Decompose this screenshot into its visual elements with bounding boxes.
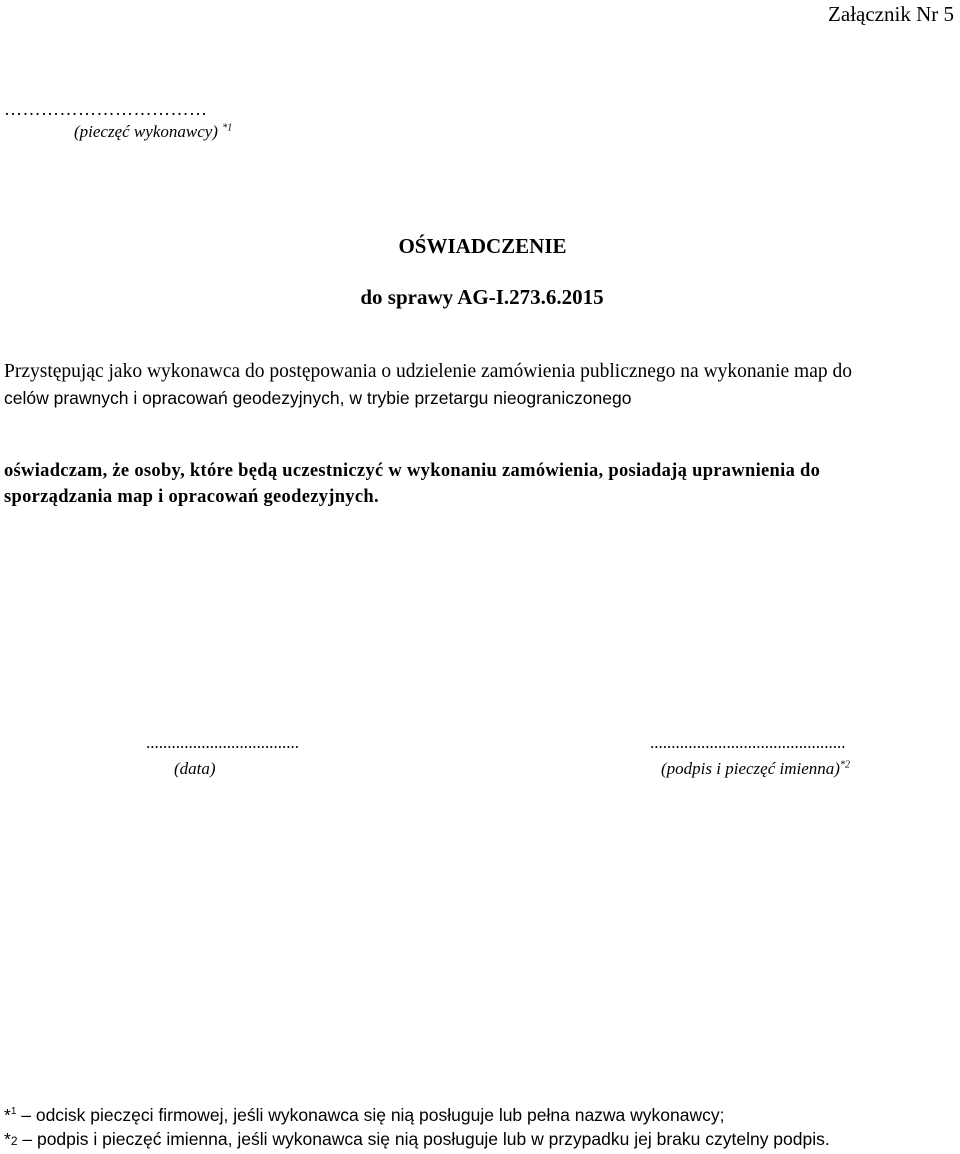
date-placeholder-line: .................................... [146, 733, 299, 752]
signature-footnote-mark: *2 [839, 759, 850, 771]
signature-caption [661, 759, 850, 779]
footnote-1-star: * [4, 1105, 11, 1125]
footnote-1-mark [4, 1105, 16, 1125]
signature-caption-text: (podpis i pieczęć imienna) [661, 759, 840, 778]
annex-number: Załącznik Nr 5 [828, 2, 954, 26]
footnote-1 [4, 1105, 725, 1126]
declaration-line-2: sporządzania map i opracowań geodezyjnych. [4, 487, 379, 507]
document-title: OŚWIADCZENIE [398, 234, 567, 258]
date-caption: (data) [174, 759, 216, 778]
footnote-2-number: 2 [10, 1134, 18, 1148]
intro-line-2: celów prawnych i opracowań geodezyjnych, w trybie przetargu nieograniczonego [4, 388, 632, 408]
footnote-2-star: * [4, 1129, 11, 1149]
signature-placeholder-line: .............................................. [650, 733, 846, 752]
footnote-1-number: 1 [10, 1106, 17, 1118]
footnote-2-mark [4, 1129, 18, 1149]
case-reference: do sprawy AG-I.273.6.2015 [360, 285, 604, 309]
stamp-caption-text: (pieczęć wykonawcy) [74, 122, 223, 141]
footnote-2-text: – podpis i pieczęć imienna, jeśli wykonawca się nią posługuje lub w przypadku jej braku czytelny podpis. [17, 1129, 830, 1149]
footnote-1-text: – odcisk pieczęci firmowej, jeśli wykonawca się nią posługuje lub pełna nazwa wykonawcy; [16, 1105, 725, 1125]
intro-line-1: Przystępując jako wykonawca do postępowania o udzielenie zamówienia publicznego na wykonanie map do [4, 361, 852, 382]
footnote-2 [4, 1129, 830, 1150]
stamp-footnote-mark: *1 [222, 122, 233, 134]
stamp-caption [74, 122, 232, 142]
declaration-line-1: oświadczam, że osoby, które będą uczestniczyć w wykonaniu zamówienia, posiadają uprawnienia do [4, 461, 821, 481]
stamp-placeholder-line: …………………………… [4, 99, 208, 119]
